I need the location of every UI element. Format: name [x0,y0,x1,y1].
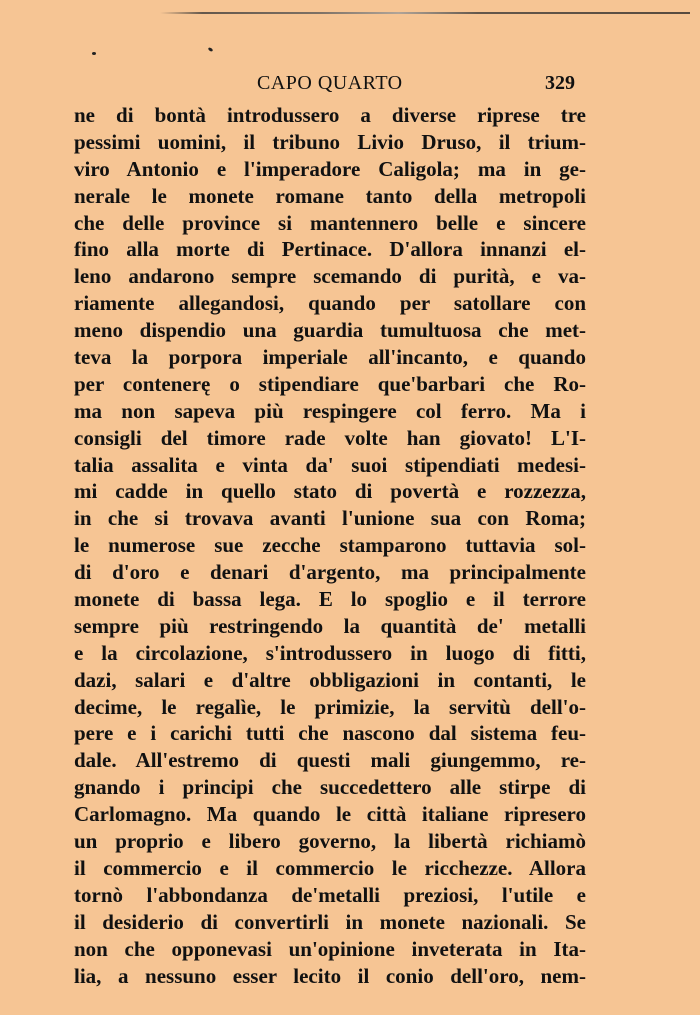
ink-speck [208,47,214,52]
text-line: viro Antonio e l'imperadore Caligola; ma in ge- [74,156,586,181]
text-line: Carlomagno. Ma quando le città italiane ripresero [74,802,586,827]
text-line: tornò l'abbondanza de'metalli preziosi, l'utile e [74,882,586,907]
page-header [0,72,700,100]
text-line: dazi, salari e d'altre obbligazioni in contanti, le [74,667,586,692]
text-line: le numerose sue zecche stamparono tuttavia sol- [74,533,586,558]
ink-speck [92,52,96,55]
text-line: decime, le regalìe, le primizie, la servitù dell'o- [74,694,586,719]
text-line: in che si trovava avanti l'unione sua con Roma; [74,506,586,531]
text-line: riamente allegandosi, quando per satollare con [74,291,586,316]
text-line: leno andarono sempre scemando di purità, e va- [74,264,586,289]
top-rule [160,12,690,14]
body-text [74,102,586,989]
text-line: un proprio e libero governo, la libertà richiamò [74,829,586,854]
text-line: non che opponevasi un'opinione inveterata in Ita- [74,936,586,961]
text-line: gnando i principi che succedettero alle stirpe di [74,775,586,800]
text-line: il desiderio di convertirli in monete nazionali. Se [74,909,586,934]
text-line: monete di bassa lega. E lo spoglio e il terrore [74,587,586,612]
text-line: ma non sapeva più respingere col ferro. Ma i [74,398,586,423]
text-line: ne di bontà introdussero a diverse riprese tre [74,103,586,127]
text-line: pessimi uomini, il tribuno Livio Druso, il trium- [74,129,586,154]
text-line: fino alla morte di Pertinace. D'allora innanzi el- [74,237,586,262]
text-line: il commercio e il commercio le ricchezze. Allora [74,855,586,880]
text-line: e la circolazione, s'introdussero in luogo di fitti, [74,640,586,665]
text-line: meno dispendio una guardia tumultuosa che met- [74,318,586,343]
text-line: teva la porpora imperiale all'incanto, e quando [74,345,586,370]
text-line: consigli del timore rade volte han giovato! L'I- [74,425,586,450]
text-line: pere e i carichi tutti che nascono dal sistema feu- [74,721,586,746]
text-line: per contenerę o stipendiare que'barbari che Ro- [74,371,586,396]
text-line: lia, a nessuno esser lecito il conio dell'oro, nem- [74,963,586,988]
text-line: che delle province si mantennero belle e sincere [74,210,586,235]
text-line: talia assalita e vinta da' suoi stipendiati medesi- [74,452,586,477]
text-line: nerale le monete romane tanto della metropoli [74,183,586,208]
page-number: 329 [545,72,575,94]
running-title: CAPO QUARTO [257,72,403,94]
text-line: sempre più restringendo la quantità de' metalli [74,613,586,638]
text-line: mi cadde in quello stato di povertà e rozzezza, [74,479,586,504]
text-line: di d'oro e denari d'argento, ma principalmente [74,560,586,585]
text-line: dale. All'estremo di questi mali giungemmo, re- [74,748,586,773]
